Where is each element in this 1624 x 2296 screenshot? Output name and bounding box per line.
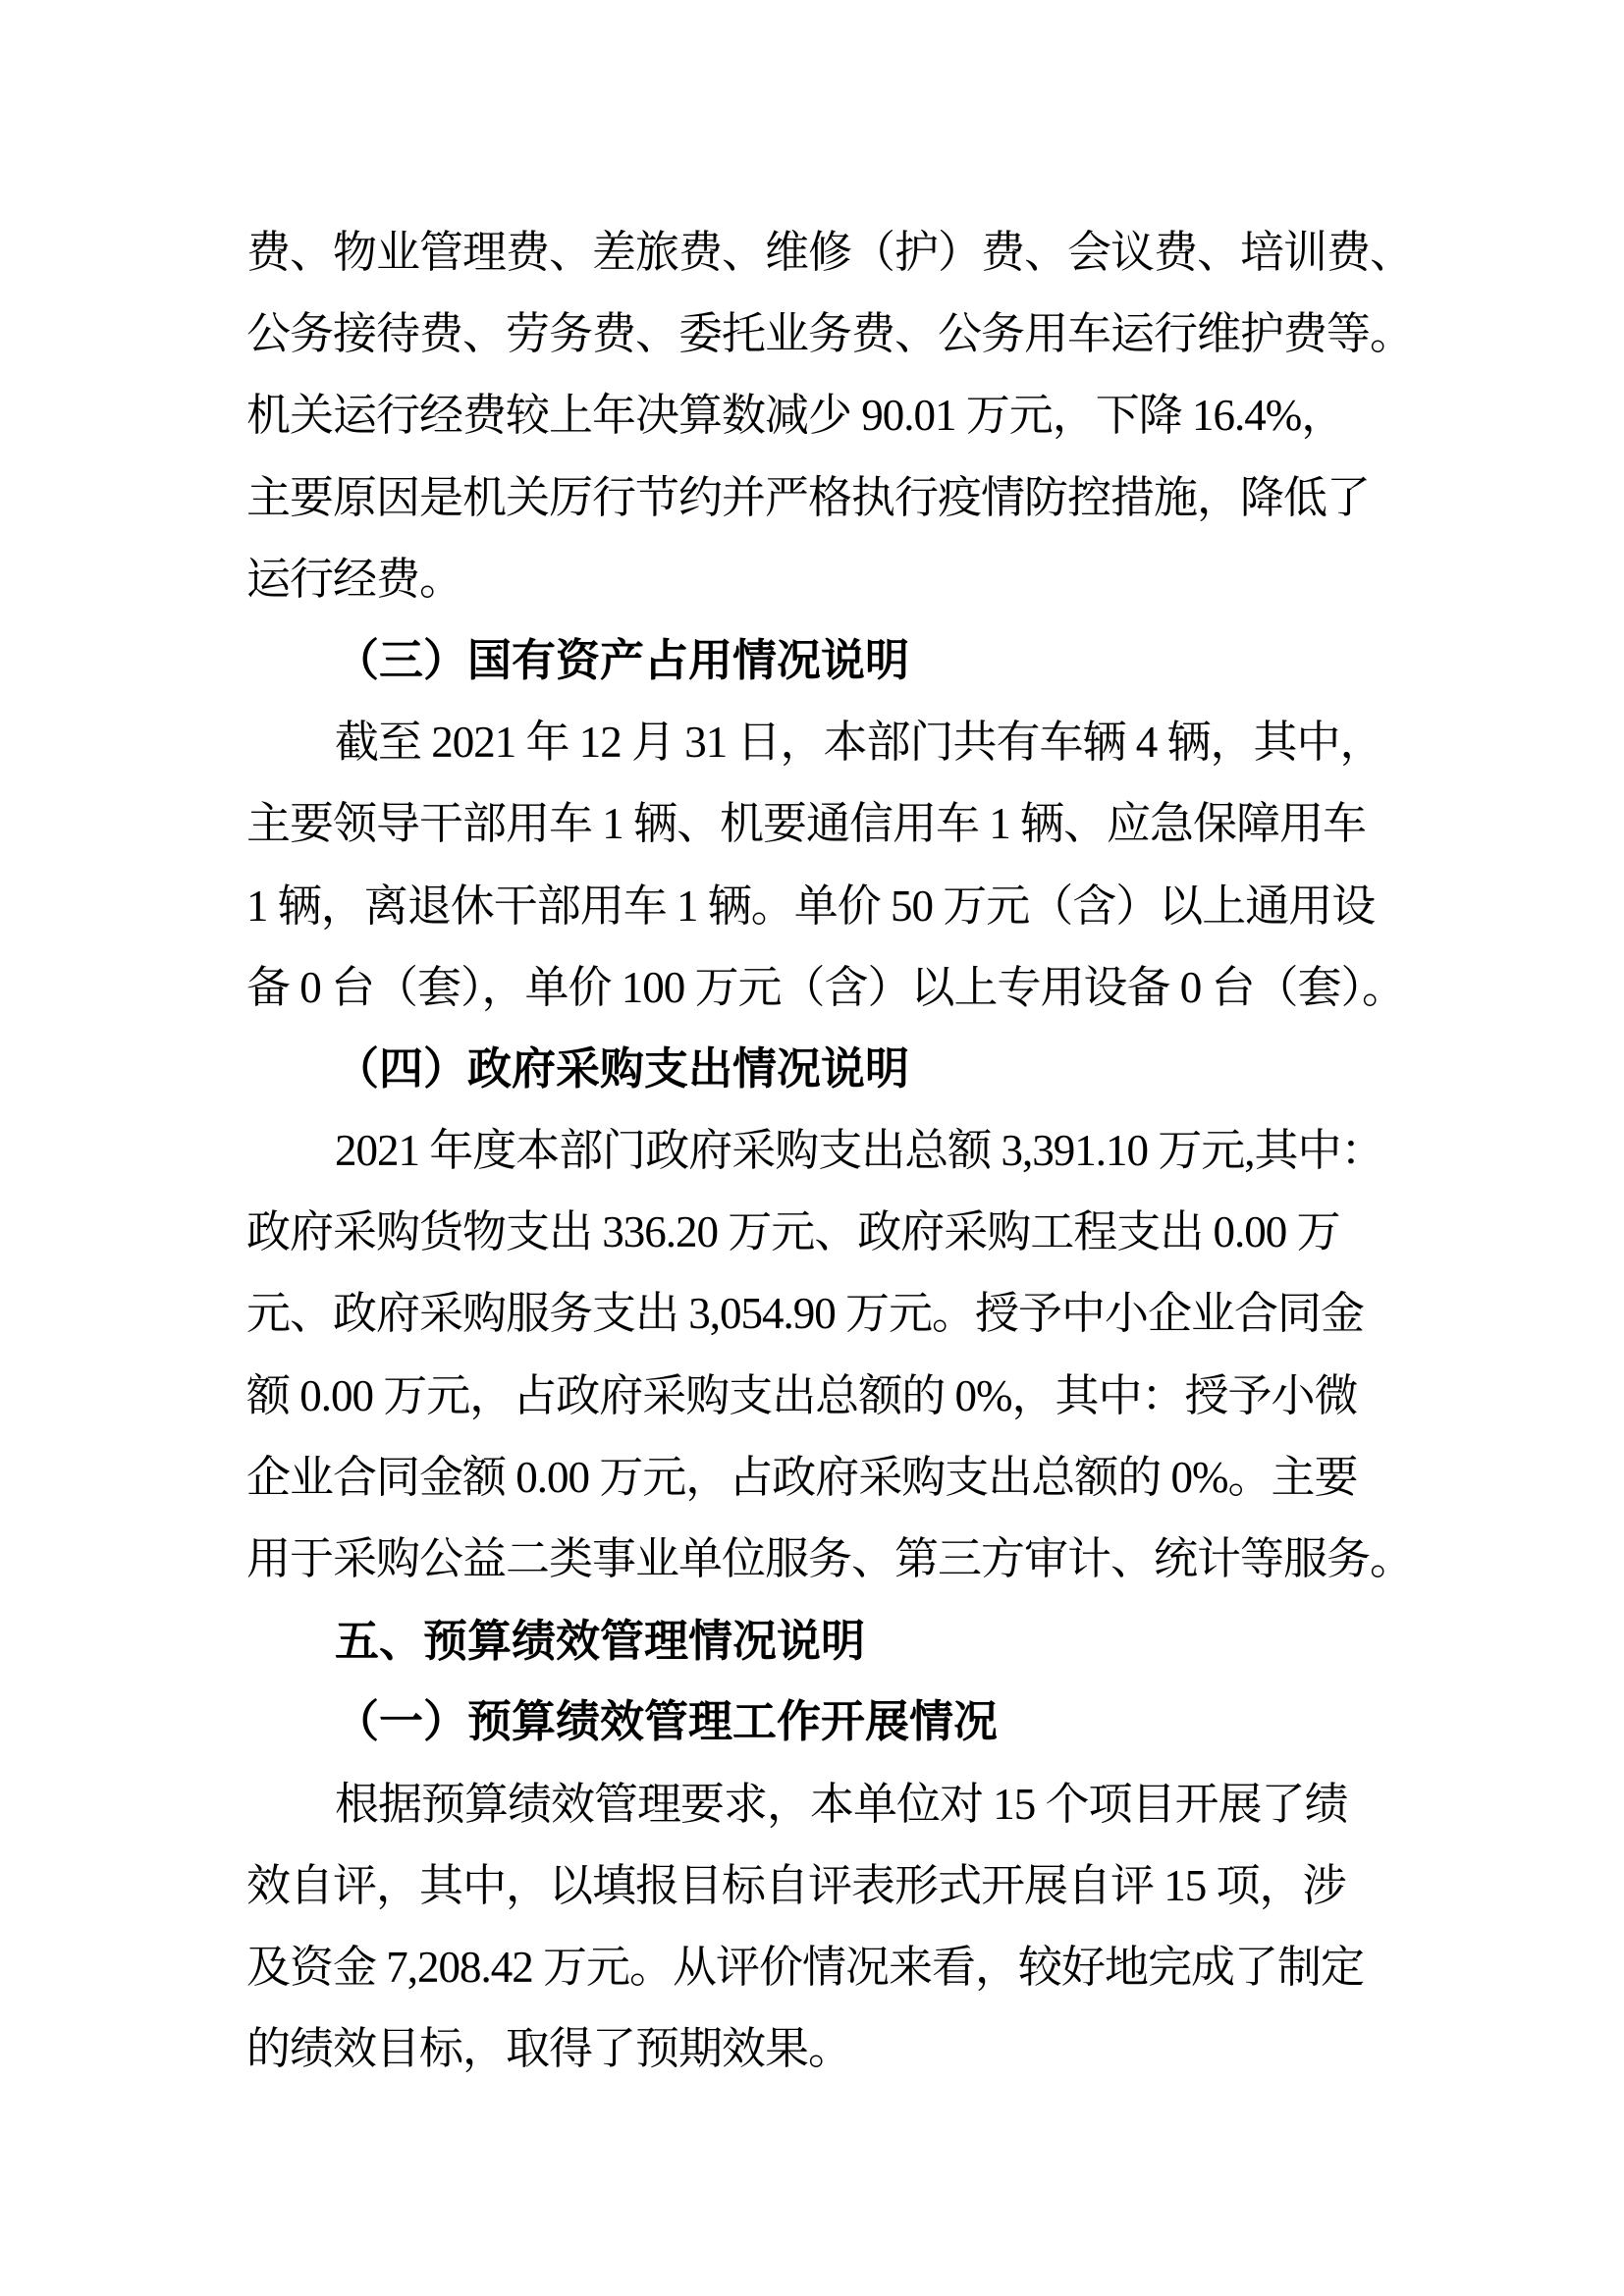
text-line: 费、物业管理费、差旅费、维修（护）费、会议费、培训费、 <box>246 228 1414 277</box>
text-line: 运行经费。 <box>246 554 463 604</box>
text-line: 机关运行经费较上年决算数减少 90.01 万元，下降 16.4%， <box>246 391 1345 441</box>
text-line: 额 0.00 万元，占政府采购支出总额的 0%，其中：授予小微 <box>246 1370 1358 1420</box>
text-line: 2021 年度本部门政府采购支出总额 3,391.10 万元,其中： <box>335 1126 1384 1176</box>
subsection-heading: （四）政府采购支出情况说明 <box>335 1043 910 1094</box>
text-line: 效自评，其中，以填报目标自评表形式开展自评 15 项，涉 <box>246 1860 1346 1910</box>
text-line: 根据预算绩效管理要求，本单位对 15 个项目开展了绩 <box>335 1779 1348 1829</box>
text-line: 备 0 台（套），单价 100 万元（含）以上专用设备 0 台（套）。 <box>246 962 1406 1012</box>
subsection-heading: （三）国有资产占用情况说明 <box>335 635 910 685</box>
text-line: 公务接待费、劳务费、委托业务费、公务用车运行维护费等。 <box>246 309 1414 359</box>
text-line: 政府采购货物支出 336.20 万元、政府采购工程支出 0.00 万 <box>246 1207 1340 1257</box>
text-line: 的绩效目标，取得了预期效果。 <box>246 2024 852 2074</box>
text-block <box>246 212 1421 2090</box>
text-line: 用于采购公益二类事业单位服务、第三方审计、统计等服务。 <box>246 1534 1414 1583</box>
text-line: 主要领导干部用车 1 辆、机要通信用车 1 辆、应急保障用车 <box>246 799 1367 849</box>
text-line: 1 辆，离退休干部用车 1 辆。单价 50 万元（含）以上通用设 <box>246 881 1376 931</box>
text-line: 企业合同金额 0.00 万元，占政府采购支出总额的 0%。主要 <box>246 1452 1358 1502</box>
text-line: 元、政府采购服务支出 3,054.90 万元。授予中小企业合同金 <box>246 1289 1365 1339</box>
text-line: 截至 2021 年 12 月 31 日，本部门共有车辆 4 辆，其中， <box>335 718 1383 768</box>
text-line: 及资金 7,208.42 万元。从评价情况来看，较好地完成了制定 <box>246 1942 1365 1992</box>
section-heading: 五、预算绩效管理情况说明 <box>335 1616 866 1667</box>
subsection-heading: （一）预算绩效管理工作开展情况 <box>335 1697 999 1747</box>
text-line: 主要原因是机关厉行节约并严格执行疫情防控措施，降低了 <box>246 472 1371 522</box>
